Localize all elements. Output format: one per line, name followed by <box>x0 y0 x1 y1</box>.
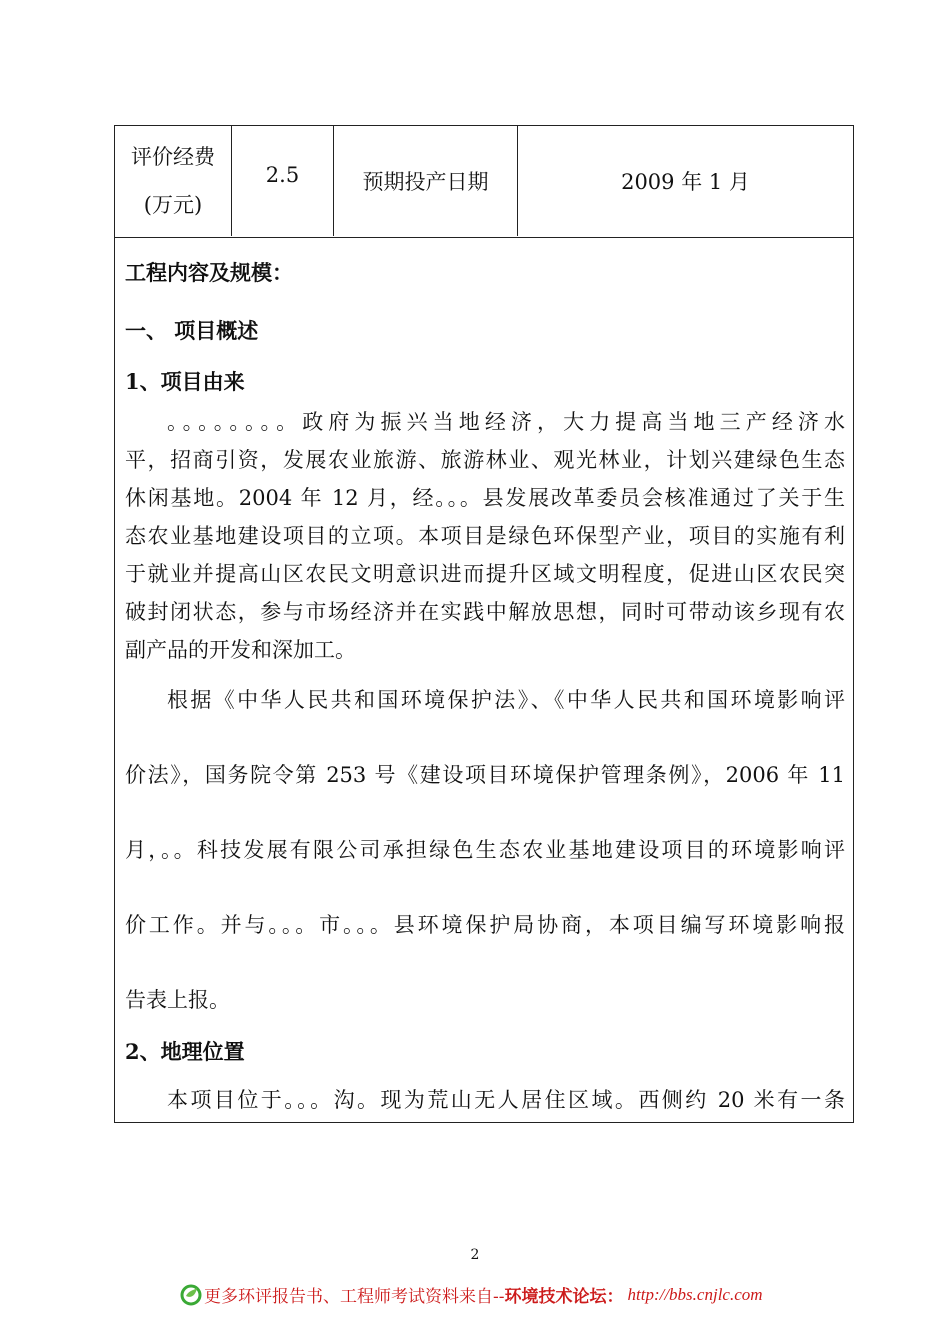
paragraph-1-line: 休闲基地。2004 年 12 月，经。。。县发展改革委员会核准通过了关于生 <box>125 486 845 510</box>
paragraph-2-line: 价法》，国务院令第 253 号《建设项目环境保护管理条例》，2006 年 11 <box>125 763 845 787</box>
section-title: 工程内容及规模： <box>125 260 293 285</box>
green-leaf-logo-icon <box>180 1284 202 1306</box>
fee-value-cell <box>232 126 334 236</box>
paragraph-1-line: 于就业并提高山区农民文明意识进而提升区域文明程度，促进山区农民突 <box>125 562 845 586</box>
date-label: 预期投产日期 <box>362 170 489 194</box>
page-number: 2 <box>470 1247 480 1263</box>
fee-label-cell <box>115 126 232 236</box>
form-frame <box>114 125 854 1123</box>
fee-value: 2.5 <box>265 163 300 187</box>
paragraph-2-line: 月，。。科技发展有限公司承担绿色生态农业基地建设项目的环境影响评 <box>125 838 845 862</box>
date-value-cell <box>518 126 853 236</box>
paragraph-2-line: 价工作。并与。。。市。。。县环境保护局协商，本项目编写环境影响报 <box>125 913 845 937</box>
paragraph-1-line: 平，招商引资，发展农业旅游、旅游林业、观光林业，计划兴建绿色生态 <box>125 448 845 472</box>
heading-location: 2、地理位置 <box>125 1039 245 1064</box>
paragraph-2-line: 告表上报。 <box>125 988 230 1012</box>
footer-url-link[interactable]: http://bbs.cnjlc.com <box>627 1284 763 1304</box>
fee-label-line2: (万元) <box>143 193 203 217</box>
footer-banner <box>180 1282 763 1307</box>
paragraph-1-line: 态农业基地建设项目的立项。本项目是绿色环保型产业，项目的实施有利 <box>125 524 845 548</box>
header-row <box>115 126 853 238</box>
heading-overview: 一、 项目概述 <box>125 318 259 343</box>
paragraph-3-line: 本项目位于。。。沟。现为荒山无人居住区域。西侧约 20 米有一条 <box>167 1088 845 1112</box>
date-value: 2009 年 1 月 <box>621 170 750 194</box>
paragraph-2-line: 根据《中华人民共和国环境保护法》、《中华人民共和国环境影响评 <box>167 688 845 712</box>
footer-forum: 环境技术论坛： <box>504 1287 624 1307</box>
paragraph-1-line: 。。。。。。。。政府为振兴当地经济，大力提高当地三产经济水 <box>167 410 845 434</box>
fee-label-line1: 评价经费 <box>131 145 215 169</box>
paragraph-1-line: 副产品的开发和深加工。 <box>125 638 356 662</box>
heading-origin: 1、项目由来 <box>125 369 245 394</box>
date-label-cell <box>334 126 518 236</box>
footer-text: 更多环评报告书、工程师考试资料来自-- <box>204 1287 505 1307</box>
paragraph-1-line: 破封闭状态，参与市场经济并在实践中解放思想，同时可带动该乡现有农 <box>125 600 845 624</box>
